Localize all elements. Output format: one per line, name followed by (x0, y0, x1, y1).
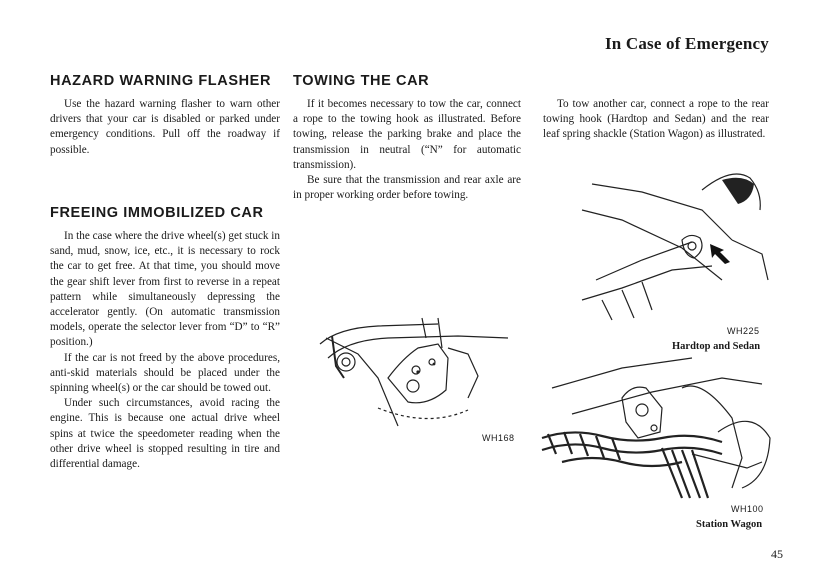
towing-paragraph-1: If it becomes necessary to tow the car, connect a rope to the towing hook as illustrated. Before towing, release the parking brake and place the transmission in neutral (“N” for automatic transmission). (293, 98, 521, 171)
freeing-heading: FREEING IMMOBILIZED CAR (50, 205, 264, 221)
page-title: In Case of Emergency (604, 34, 769, 53)
leaf-spring-shackle-illustration (542, 358, 772, 508)
figure-code-rear: WH225 (727, 326, 760, 336)
figure-caption-rear: Hardtop and Sedan (672, 341, 761, 352)
towing-body (293, 97, 521, 203)
towing-paragraph-2: Be sure that the transmission and rear axle are in proper working order before towing. (293, 174, 521, 202)
freeing-paragraph-1: In the case where the drive wheel(s) get stuck in sand, mud, snow, ice, etc., it is necessary to rock the car to get free. At that time, you should move the gear shift lever from first to reverse in a repeat pattern while simultaneously depressing the accelerator gently. (On automatic transmission models, operate the selector lever from “D” to “R” position.) (50, 230, 280, 349)
towing-heading: TOWING THE CAR (293, 73, 430, 89)
figure-caption-wagon: Station Wagon (696, 519, 763, 530)
figure-code-front: WH168 (482, 433, 515, 443)
freeing-paragraph-2: If the car is not freed by the above procedures, anti-skid materials should be placed under the spinning wheel(s) or the car should be towed out. (50, 351, 280, 395)
tow-other-car-body (543, 97, 769, 143)
towing-paragraph-3: To tow another car, connect a rope to the rear towing hook (Hardtop and Sedan) and the rear leaf spring shackle (Station Wagon) as illustrated. (543, 98, 769, 141)
hazard-heading: HAZARD WARNING FLASHER (50, 73, 272, 89)
figure-code-wagon: WH100 (731, 504, 764, 514)
rear-towing-hook-illustration (582, 170, 772, 325)
front-towing-hook-illustration (318, 318, 518, 438)
hazard-body (50, 97, 280, 158)
page-number: 45 (771, 547, 783, 561)
freeing-body (50, 229, 280, 472)
hazard-paragraph: Use the hazard warning flasher to warn other drivers that your car is disabled or parked under emergency conditions. Pull off the roadway if possible. (50, 98, 280, 156)
freeing-paragraph-3: Under such circumstances, avoid racing the engine. This is because one actual drive wheel spins at twice the speedometer reading when the other drive wheel is stopped resulting in tire and differential damage. (50, 397, 280, 471)
